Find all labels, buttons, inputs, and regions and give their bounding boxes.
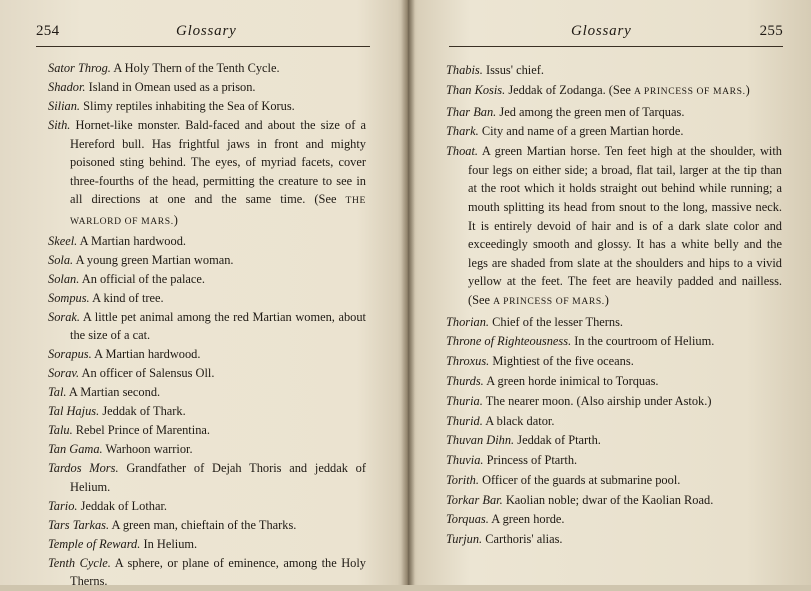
glossary-term: Throne of Righteousness. xyxy=(446,334,572,349)
glossary-entry xyxy=(446,471,782,490)
glossary-definition: Island in Omean used as a prison. xyxy=(88,79,256,94)
glossary-entry xyxy=(446,313,782,332)
glossary-entry xyxy=(48,59,366,78)
page-number: 255 xyxy=(759,23,783,39)
glossary-entry xyxy=(446,372,782,391)
glossary-entry xyxy=(48,232,366,251)
glossary-definition: Rebel Prince of Marentina. xyxy=(75,423,210,438)
glossary-term: Torkar Bar. xyxy=(446,492,503,507)
glossary-definition: Warhoon warrior. xyxy=(105,442,193,457)
glossary-term: Tenth Cycle. xyxy=(48,555,111,570)
glossary-entry xyxy=(48,364,366,383)
glossary-term: Tars Tarkas. xyxy=(48,517,110,532)
glossary-definition: Kaolian noble; dwar of the Kaolian Road. xyxy=(505,492,714,507)
glossary-entry xyxy=(446,510,782,529)
glossary-term: Sorapus. xyxy=(48,347,92,362)
glossary-entry xyxy=(446,122,782,141)
glossary-entry xyxy=(48,440,366,459)
glossary-definition: A Martian hardwood. xyxy=(79,233,186,248)
glossary-definition: Princess of Ptarth. xyxy=(486,453,578,468)
glossary-entry xyxy=(48,78,366,97)
glossary-entry xyxy=(48,308,366,345)
glossary-entry xyxy=(48,554,366,591)
glossary-term: Talu. xyxy=(48,423,73,438)
glossary-definition: A Holy Thern of the Tenth Cycle. xyxy=(113,61,280,75)
glossary-term: Torquas. xyxy=(446,512,489,527)
glossary-entry xyxy=(48,421,366,440)
left-page xyxy=(0,0,403,589)
glossary-entry xyxy=(48,535,366,554)
glossary-entry xyxy=(446,431,782,450)
glossary-term: Thorian. xyxy=(446,314,490,329)
glossary-definition: Carthoris' alias. xyxy=(485,532,563,547)
glossary-term: Temple of Reward. xyxy=(48,536,141,551)
page-number: 254 xyxy=(36,23,60,39)
glossary-definition: Jed among the green men of Tarquas. xyxy=(499,104,685,119)
glossary-definition: Grandfather of Dejah Thoris and jeddak of Helium. xyxy=(70,461,366,494)
book-title-reference: A PRINCESS OF MARS. xyxy=(493,295,605,307)
glossary-definition: A green Martian horse. Ten feet high at the shoulder, with four legs on either side; a broad, flat tail, larger at the tip than at the root which it holds straight out behind while running; a mouth splitting its head from snout to the long, massive neck. It is entirely devoid of hair and is of a dark slate color and exceedingly smooth and glossy. It has a white belly and the legs are shaded from slate at the shoulders and hips to a vivid yellow at the feet. The feet are heavily padded and nailless. (See xyxy=(468,144,782,307)
glossary-term: Thoat. xyxy=(446,144,479,159)
glossary-definition: Hornet-like monster. Bald-faced and about the size of a Hereford bull. Has frightful jaws in front and mighty poisoned sting behind. The eyes, of myriad facets, cover three-fourths of the head, permitting the creature to see in all directions at one and the same time. (See xyxy=(70,117,366,207)
header-rule xyxy=(449,46,783,47)
glossary-entry xyxy=(48,97,366,116)
glossary-term: Tal. xyxy=(48,385,67,400)
glossary-definition: A sphere, or plane of eminence, among the Holy Therns. xyxy=(70,555,366,589)
glossary-term: Sith. xyxy=(48,117,71,132)
glossary-definition: Issus' chief. xyxy=(485,63,544,77)
glossary-definition: Jeddak of Ptarth. xyxy=(517,433,601,448)
running-title: Glossary xyxy=(176,23,237,39)
closing-paren: ) xyxy=(604,292,609,307)
glossary-entry xyxy=(446,332,782,351)
left-page-header xyxy=(36,23,371,47)
glossary-term: Thurds. xyxy=(446,374,484,388)
glossary-definition: A green man, chieftain of the Tharks. xyxy=(111,517,297,532)
glossary-entry xyxy=(48,289,366,308)
glossary-entry xyxy=(446,412,782,431)
glossary-entry xyxy=(48,402,366,421)
glossary-term: Thar Ban. xyxy=(446,104,497,119)
glossary-definition: A young green Martian woman. xyxy=(75,252,234,267)
right-page xyxy=(413,0,811,585)
glossary-definition: A green horde inimical to Torquas. xyxy=(486,374,659,388)
glossary-term: Thuvan Dihn. xyxy=(446,433,515,448)
glossary-term: Thark. xyxy=(446,124,479,139)
right-page-header xyxy=(449,23,783,47)
glossary-entry xyxy=(446,352,782,371)
glossary-term: Silian. xyxy=(48,98,81,113)
glossary-term: Torith. xyxy=(446,472,479,487)
glossary-term: Sompus. xyxy=(48,290,90,305)
glossary-entry xyxy=(446,530,782,549)
running-title: Glossary xyxy=(571,23,632,39)
glossary-entry xyxy=(48,116,366,232)
glossary-definition: Mightiest of the five oceans. xyxy=(492,354,634,369)
glossary-definition: A kind of tree. xyxy=(92,290,164,305)
glossary-entry xyxy=(48,251,366,270)
glossary-entry xyxy=(446,103,782,122)
glossary-term: Tan Gama. xyxy=(48,442,103,457)
glossary-entry xyxy=(446,451,782,470)
glossary-entry xyxy=(48,345,366,364)
glossary-term: Sator Throg. xyxy=(48,61,111,75)
glossary-definition: A Martian second. xyxy=(68,385,161,400)
glossary-term: Tardos Mors. xyxy=(48,461,119,476)
glossary-entry xyxy=(48,459,366,496)
glossary-entry xyxy=(48,270,366,289)
glossary-term: Throxus. xyxy=(446,354,490,369)
glossary-term: Turjun. xyxy=(446,532,483,547)
glossary-definition: In the courtroom of Helium. xyxy=(574,334,715,349)
glossary-definition: A Martian hardwood. xyxy=(94,347,201,362)
closing-paren: ) xyxy=(173,212,178,227)
glossary-definition: City and name of a green Martian horde. xyxy=(481,124,684,139)
glossary-term: Tal Hajus. xyxy=(48,404,100,419)
glossary-entries-left xyxy=(48,59,366,591)
glossary-definition: Slimy reptiles inhabiting the Sea of Korus. xyxy=(83,98,295,113)
glossary-definition: Chief of the lesser Therns. xyxy=(492,314,624,329)
header-rule xyxy=(36,46,370,47)
glossary-definition: Officer of the guards at submarine pool. xyxy=(482,472,681,487)
glossary-definition: In Helium. xyxy=(143,536,198,551)
glossary-term: Than Kosis. xyxy=(446,82,506,97)
glossary-term: Thurid. xyxy=(446,413,483,428)
glossary-term: Sorak. xyxy=(48,309,81,324)
glossary-definition: Jeddak of Thark. xyxy=(102,404,186,419)
glossary-term: Tario. xyxy=(48,498,78,513)
glossary-entry xyxy=(446,142,782,311)
glossary-entry xyxy=(446,392,782,411)
glossary-definition: A black dator. xyxy=(485,413,555,428)
glossary-definition: Jeddak of Lothar. xyxy=(80,498,167,513)
glossary-term: Thuvia. xyxy=(446,453,484,468)
glossary-entry xyxy=(48,497,366,516)
glossary-term: Thuria. xyxy=(446,393,483,408)
glossary-definition: The nearer moon. (Also airship under Astok.) xyxy=(485,393,712,408)
glossary-entry xyxy=(446,81,782,102)
glossary-entry xyxy=(446,61,782,80)
glossary-term: Thabis. xyxy=(446,63,483,77)
glossary-definition: An official of the palace. xyxy=(81,271,206,286)
glossary-entries-right xyxy=(446,61,782,550)
glossary-term: Skeel. xyxy=(48,233,78,248)
glossary-entry xyxy=(48,383,366,402)
glossary-term: Solan. xyxy=(48,271,80,286)
book-title-reference: THE WARLORD OF MARS. xyxy=(70,195,366,227)
closing-paren: ) xyxy=(745,82,750,97)
glossary-term: Shador. xyxy=(48,79,86,94)
glossary-definition: A little pet animal among the red Martian women, about the size of a cat. xyxy=(70,309,366,343)
book-title-reference: A PRINCESS OF MARS. xyxy=(633,85,746,97)
glossary-entry xyxy=(446,491,782,510)
glossary-term: Sorav. xyxy=(48,366,80,381)
glossary-definition: Jeddak of Zodanga. (See xyxy=(508,82,631,97)
glossary-term: Sola. xyxy=(48,252,74,267)
glossary-entry xyxy=(48,516,366,535)
glossary-definition: An officer of Salensus Oll. xyxy=(81,366,215,381)
glossary-definition: A green horde. xyxy=(491,512,565,527)
